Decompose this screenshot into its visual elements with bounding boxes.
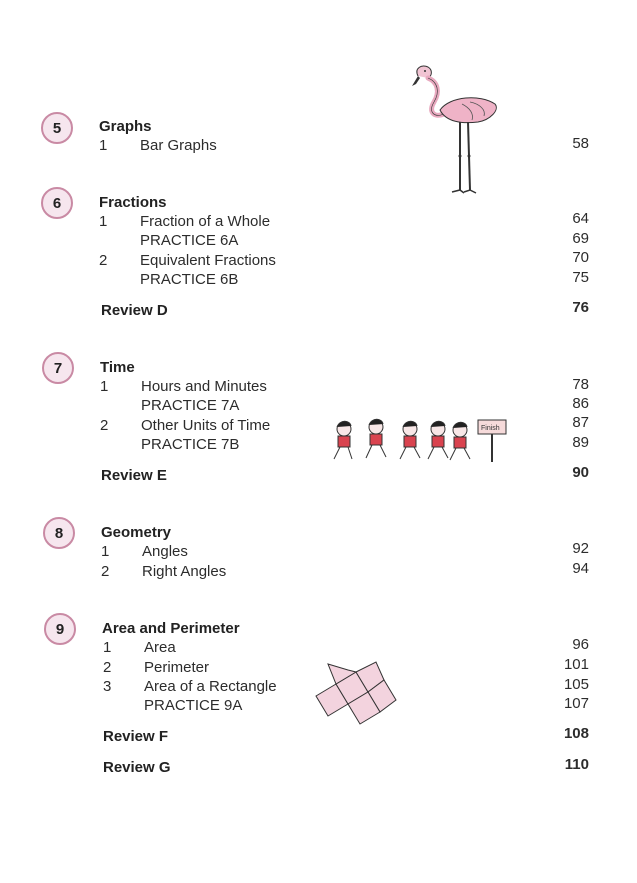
review-title[interactable]: Review E — [101, 467, 167, 484]
practice-title[interactable]: PRACTICE 9A — [144, 697, 243, 714]
lesson-number: 1 — [103, 639, 112, 656]
page-number: 92 — [572, 540, 589, 557]
page-number: 96 — [572, 636, 589, 653]
page-number: 58 — [572, 135, 589, 152]
lesson-title[interactable]: Equivalent Fractions — [140, 252, 276, 269]
page-number: 94 — [572, 560, 589, 577]
chapter-title[interactable]: Time — [100, 359, 135, 376]
lesson-number: 1 — [99, 137, 108, 154]
review-page-number: 110 — [564, 756, 589, 773]
lesson-title[interactable]: Fraction of a Whole — [140, 213, 271, 230]
chapter-title[interactable]: Graphs — [99, 118, 152, 135]
lesson-title[interactable]: Other Units of Time — [141, 417, 271, 434]
chapter-title[interactable]: Geometry — [101, 524, 172, 541]
lesson-number: 2 — [99, 252, 108, 269]
page-number: 86 — [572, 395, 589, 412]
practice-title[interactable]: PRACTICE 6B — [140, 271, 239, 288]
running-children-illustration — [328, 415, 508, 467]
page-number: 78 — [572, 376, 589, 393]
lesson-title[interactable]: Hours and Minutes — [141, 378, 267, 395]
practice-title[interactable]: PRACTICE 7B — [141, 436, 240, 453]
practice-title[interactable]: PRACTICE 6A — [140, 232, 239, 249]
lesson-number: 2 — [100, 417, 109, 434]
review-page-number: 108 — [563, 725, 589, 742]
lesson-number: 2 — [103, 659, 112, 676]
chapter-number-badge: 9 — [44, 613, 76, 645]
chapter-title[interactable]: Area and Perimeter — [102, 620, 240, 637]
lesson-number: 1 — [99, 213, 108, 230]
lesson-title[interactable]: Area — [144, 639, 176, 656]
chapter-number-badge: 7 — [42, 352, 74, 384]
lesson-title[interactable]: Right Angles — [142, 563, 227, 580]
chapter-title[interactable]: Fractions — [99, 194, 167, 211]
page-number: 105 — [563, 676, 589, 693]
page-number: 75 — [572, 269, 589, 286]
lesson-number: 2 — [101, 563, 110, 580]
page-number: 70 — [572, 249, 589, 266]
chapter-number-badge: 6 — [41, 187, 73, 219]
chapter-number-badge: 8 — [43, 517, 75, 549]
lesson-title[interactable]: Bar Graphs — [140, 137, 217, 154]
chapter-number-badge: 5 — [41, 112, 73, 144]
review-title[interactable]: Review F — [103, 728, 169, 745]
review-title[interactable]: Review G — [103, 759, 171, 776]
lesson-number: 3 — [103, 678, 112, 695]
page-number: 89 — [572, 434, 589, 451]
page-number: 64 — [572, 210, 589, 227]
page-number: 87 — [572, 414, 589, 431]
page-number: 69 — [572, 230, 589, 247]
flamingo-illustration — [400, 58, 510, 203]
lesson-number: 1 — [100, 378, 109, 395]
lesson-number: 1 — [101, 543, 110, 560]
lesson-title[interactable]: Area of a Rectangle — [144, 678, 277, 695]
lesson-title[interactable]: Angles — [142, 543, 188, 560]
review-page-number: 76 — [572, 299, 589, 316]
page-number: 101 — [563, 656, 589, 673]
practice-title[interactable]: PRACTICE 7A — [141, 397, 240, 414]
finish-sign-label: Finish — [481, 425, 500, 432]
review-page-number: 90 — [572, 464, 589, 481]
review-title[interactable]: Review D — [101, 302, 168, 319]
lesson-title[interactable]: Perimeter — [144, 659, 210, 676]
page-number: 107 — [563, 695, 589, 712]
square-tiles-illustration — [312, 660, 402, 726]
